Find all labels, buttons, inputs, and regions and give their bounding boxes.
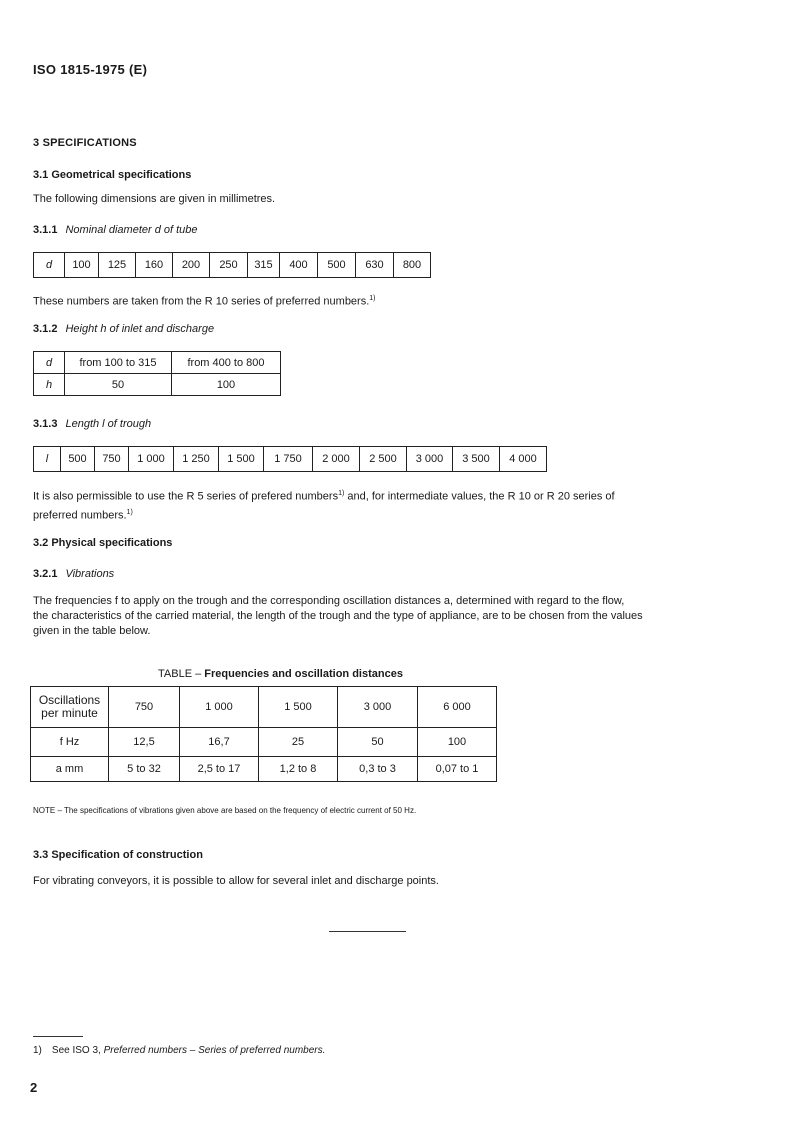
table-cell: 16,7 — [180, 728, 259, 757]
table-row — [34, 352, 281, 374]
table-cell: 1 250 — [174, 447, 219, 472]
table-cell: 1 500 — [259, 687, 338, 728]
footnote-rule — [33, 1036, 83, 1037]
table-cell: 2 500 — [360, 447, 407, 472]
table-cell: 160 — [136, 253, 173, 278]
table-cell: 4 000 — [500, 447, 547, 472]
section-number: 3.1.1 — [33, 224, 58, 236]
note-line — [33, 486, 713, 505]
table-cell: 2,5 to 17 — [180, 757, 259, 782]
paragraph-line: The frequencies f to apply on the trough and the corresponding oscillation distances a, determined with regard to the flow, — [33, 595, 625, 607]
section-number: 3.2.1 — [33, 568, 58, 580]
footnote-ref: 1) — [338, 490, 345, 497]
table-cell: 315 — [248, 253, 280, 278]
table-row — [31, 757, 497, 782]
table-row — [31, 687, 497, 728]
table-cell: 100 — [172, 374, 281, 396]
table-row — [31, 728, 497, 757]
section-title: Vibrations — [65, 568, 115, 580]
note-text: and, for intermediate values, the R 10 or R 20 series of — [344, 490, 615, 503]
section-3-3-title: 3.3 Specification of construction — [33, 849, 203, 861]
table-cell: 1 500 — [219, 447, 264, 472]
table-row — [34, 447, 547, 472]
footnote-title: Preferred numbers – Series of preferred numbers. — [103, 1045, 326, 1056]
table-cell: 1,2 to 8 — [259, 757, 338, 782]
note-line — [33, 505, 713, 524]
section-title: Nominal diameter d of tube — [65, 224, 198, 236]
table-cell: 400 — [280, 253, 318, 278]
note-text: preferred numbers. — [33, 509, 127, 522]
table-cell: from 400 to 800 — [172, 352, 281, 374]
diameter-table — [33, 252, 431, 278]
footnote-ref: 1) — [369, 295, 376, 302]
footnote-prefix: See ISO 3, — [51, 1045, 104, 1056]
footnote-ref: 1) — [126, 508, 133, 516]
section-3-3-text: For vibrating conveyors, it is possible to allow for several inlet and discharge points. — [33, 875, 439, 887]
note-text: It is also permissible to use the R 5 series of prefered numbers — [33, 490, 339, 503]
table-cell: 125 — [99, 253, 136, 278]
row-label: f Hz — [31, 728, 109, 757]
page-number: 2 — [30, 1080, 38, 1095]
paragraph-line: given in the table below. — [33, 625, 151, 637]
section-3-2-title: 3.2 Physical specifications — [33, 537, 173, 549]
row-label: Oscillations per minute — [31, 687, 109, 728]
table-note: NOTE – The specifications of vibrations given above are based on the frequency of electric current of 50 Hz. — [33, 806, 417, 815]
table-cell: 100 — [65, 253, 99, 278]
table-cell: 0,07 to 1 — [418, 757, 497, 782]
table-cell: 1 000 — [180, 687, 259, 728]
table-cell: 500 — [318, 253, 356, 278]
row-label: a mm — [31, 757, 109, 782]
footnote — [33, 1045, 325, 1056]
table-cell-label: d — [34, 352, 65, 374]
table-cell: 12,5 — [109, 728, 180, 757]
vibration-table — [30, 686, 497, 782]
table-cell: 3 000 — [338, 687, 418, 728]
caption-prefix: TABLE – — [158, 668, 205, 680]
table-cell: 5 to 32 — [109, 757, 180, 782]
table-cell: 200 — [173, 253, 210, 278]
paragraph-line: the characteristics of the carried material, the length of the trough and the type of appliance, are to be chosen from the values — [33, 610, 643, 622]
table-cell-label: d — [34, 253, 65, 278]
table-cell: 50 — [338, 728, 418, 757]
table-cell: 1 750 — [264, 447, 313, 472]
vibrations-paragraph — [33, 594, 733, 639]
table-cell: 6 000 — [418, 687, 497, 728]
section-3-title: 3 SPECIFICATIONS — [33, 137, 137, 149]
table-cell: 1 000 — [129, 447, 174, 472]
section-3-2-1-heading — [33, 568, 114, 580]
table-cell: 750 — [95, 447, 129, 472]
length-note — [33, 486, 713, 523]
length-table — [33, 446, 547, 472]
table-cell: 750 — [109, 687, 180, 728]
table-cell: 3 500 — [453, 447, 500, 472]
table-cell: 0,3 to 3 — [338, 757, 418, 782]
section-number: 3.1.3 — [33, 418, 58, 430]
table-cell-label: l — [34, 447, 61, 472]
section-3-1-2-heading — [33, 323, 214, 335]
table-caption — [158, 667, 403, 682]
table-cell: from 100 to 315 — [65, 352, 172, 374]
section-3-1-title: 3.1 Geometrical specifications — [33, 169, 192, 181]
section-3-1-intro: The following dimensions are given in millimetres. — [33, 193, 276, 205]
section-3-1-1-heading — [33, 224, 198, 236]
diameter-note — [33, 291, 376, 310]
end-rule — [329, 931, 406, 932]
table-cell: 250 — [210, 253, 248, 278]
section-title: Height h of inlet and discharge — [65, 323, 215, 335]
table-cell: 25 — [259, 728, 338, 757]
caption-title: Frequencies and oscillation distances — [204, 668, 403, 680]
footnote-mark: 1) — [33, 1045, 42, 1056]
table-cell: 630 — [356, 253, 394, 278]
table-cell: 800 — [394, 253, 431, 278]
document-id: ISO 1815-1975 (E) — [33, 62, 148, 77]
table-cell: 3 000 — [407, 447, 453, 472]
height-table — [33, 351, 281, 396]
table-row — [34, 253, 431, 278]
section-3-1-3-heading — [33, 418, 151, 430]
table-cell: 500 — [61, 447, 95, 472]
table-row — [34, 374, 281, 396]
section-number: 3.1.2 — [33, 323, 58, 335]
table-cell-label: h — [34, 374, 65, 396]
section-title: Length l of trough — [65, 418, 152, 430]
table-cell: 2 000 — [313, 447, 360, 472]
note-text: These numbers are taken from the R 10 series of preferred numbers. — [33, 295, 370, 308]
table-cell: 50 — [65, 374, 172, 396]
table-cell: 100 — [418, 728, 497, 757]
